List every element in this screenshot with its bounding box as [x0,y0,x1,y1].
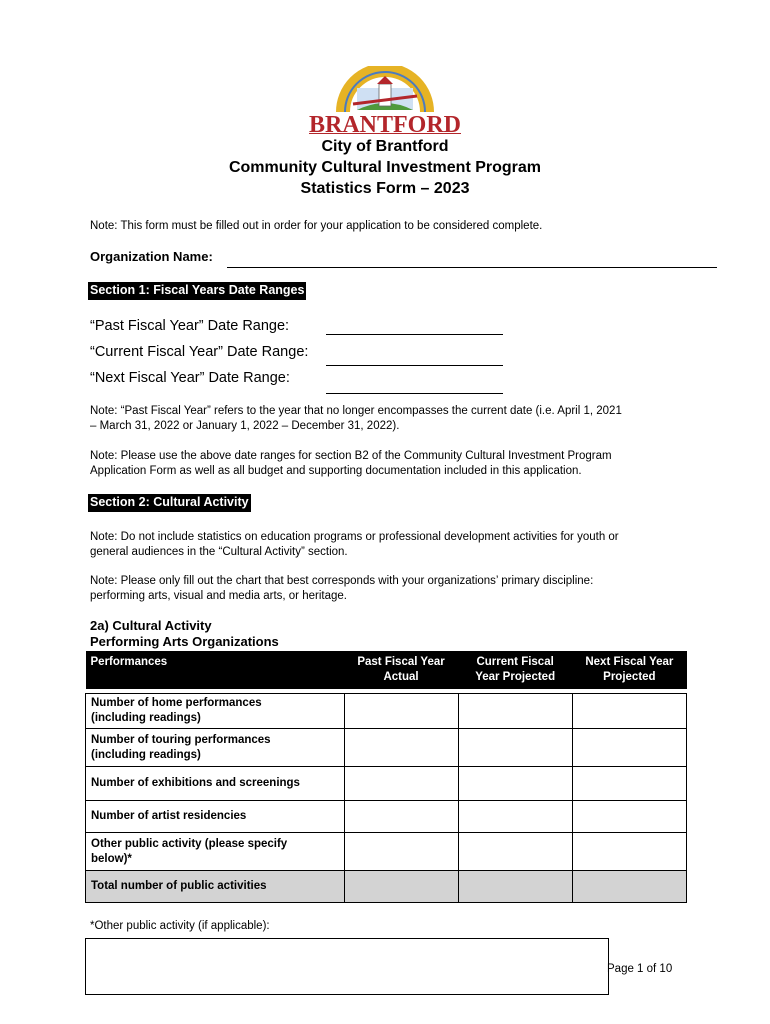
section2-note2-line1: Note: Please only fill out the chart that best corresponds with your organizations’ primary discipline: [90,575,594,587]
past-value-cell[interactable] [344,694,458,729]
table-row [86,694,687,729]
section1-note2-line2: Application Form as well as all budget and supporting documentation included in this application. [90,465,582,477]
current-value-cell[interactable] [458,767,572,801]
section1-note2-line1: Note: Please use the above date ranges for section B2 of the Community Cultural Investment Program [90,450,612,462]
col-next-line1: Next Fiscal Year [585,656,674,668]
org-name-label: Organization Name: [90,249,213,264]
section1-note2 [90,449,690,479]
performing-arts-table [85,651,687,903]
row-label-line2: (including readings) [91,712,201,724]
current-value-cell[interactable] [458,729,572,767]
subsection-2a-line1: 2a) Cultural Activity [90,618,212,633]
title-city: City of Brantford [321,138,449,155]
past-value-cell[interactable] [344,833,458,871]
page-number: Page 1 of 10 [607,963,673,975]
section1-heading: Section 1: Fiscal Years Date Ranges [88,282,306,300]
next-value-cell[interactable] [572,729,686,767]
row-label: Number of exhibitions and screenings [86,767,345,801]
table-row [86,729,687,767]
other-activity-footnote: *Other public activity (if applicable): [90,920,270,932]
current-total-cell[interactable] [458,871,572,903]
subsection-2a-line2: Performing Arts Organizations [90,634,279,649]
past-value-cell[interactable] [344,801,458,833]
section2-note2 [90,574,690,604]
past-fiscal-field[interactable] [326,334,503,335]
col-past-fiscal [344,651,458,689]
table-header-row [86,651,687,689]
col-current-line1: Current Fiscal [476,656,554,668]
next-value-cell[interactable] [572,767,686,801]
col-performances: Performances [86,651,345,689]
row-label [86,833,345,871]
section2-note1 [90,530,690,560]
table-row [86,801,687,833]
subsection-2a-heading [90,618,279,650]
row-label: Number of artist residencies [86,801,345,833]
intro-note: Note: This form must be filled out in order for your application to be considered complete. [90,220,543,232]
past-value-cell[interactable] [344,767,458,801]
section2-heading: Section 2: Cultural Activity [88,494,251,512]
col-current-line2: Year Projected [475,671,556,683]
form-title [0,136,770,199]
col-past-line1: Past Fiscal Year [357,656,445,668]
current-fiscal-field[interactable] [326,365,503,366]
table-row-total [86,871,687,903]
row-label-line2: below)* [91,852,132,865]
row-label-line1: Number of home performances [91,697,262,709]
col-next-fiscal [572,651,686,689]
row-label-line1: Other public activity (please specify [91,837,288,850]
other-activity-textbox[interactable] [85,938,609,995]
next-fiscal-label: “Next Fiscal Year” Date Range: [90,370,290,386]
row-label-line1: Number of touring performances [91,733,271,746]
next-value-cell[interactable] [572,694,686,729]
row-label: Total number of public activities [86,871,345,903]
current-value-cell[interactable] [458,833,572,871]
next-fiscal-field[interactable] [326,393,503,394]
section2-note1-line2: general audiences in the “Cultural Activity” section. [90,546,348,558]
row-label [86,694,345,729]
next-value-cell[interactable] [572,801,686,833]
current-value-cell[interactable] [458,801,572,833]
section2-note2-line2: performing arts, visual and media arts, or heritage. [90,590,347,602]
current-fiscal-label: “Current Fiscal Year” Date Range: [90,344,309,360]
row-label [86,729,345,767]
title-program: Community Cultural Investment Program [228,159,542,176]
col-past-line2: Actual [383,671,419,683]
current-value-cell[interactable] [458,694,572,729]
table-row [86,833,687,871]
section2-note1-line1: Note: Do not include statistics on education programs or professional development activities for youth or [90,531,619,543]
next-total-cell[interactable] [572,871,686,903]
past-value-cell[interactable] [344,729,458,767]
section1-note1-line2: – March 31, 2022 or January 1, 2022 – December 31, 2022). [90,420,400,432]
title-form: Statistics Form – 2023 [300,180,470,197]
col-next-line2: Projected [603,671,656,683]
col-current-fiscal [458,651,572,689]
org-name-field[interactable] [227,267,717,268]
section1-note1 [90,404,690,434]
logo-wordmark: BRANTFORD [308,112,462,134]
section1-note1-line1: Note: “Past Fiscal Year” refers to the year that no longer encompasses the current date (i.e. April 1, 2021 [90,405,622,417]
city-logo [305,66,465,134]
past-fiscal-label: “Past Fiscal Year” Date Range: [90,318,290,334]
next-value-cell[interactable] [572,833,686,871]
past-total-cell[interactable] [344,871,458,903]
row-label-line2: (including readings) [91,748,201,761]
table-row [86,767,687,801]
